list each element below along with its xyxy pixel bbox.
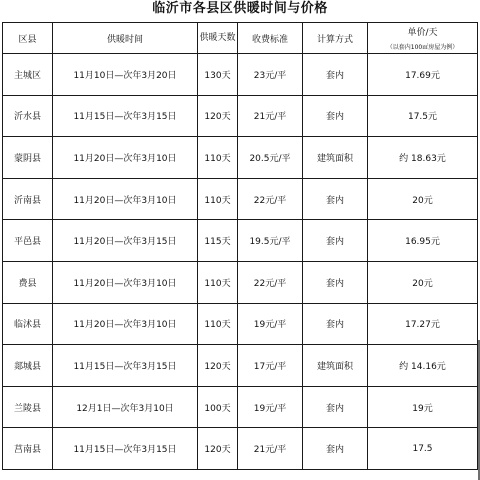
cell-price: 17.69元 [368, 54, 478, 96]
cell-period: 12月1日—次年3月10日 [53, 386, 198, 428]
cell-period: 11月15日—次年3月15日 [53, 428, 198, 470]
cell-period: 11月15日—次年3月15日 [53, 95, 198, 137]
cell-period: 11月20日—次年3月10日 [53, 178, 198, 220]
header-method: 计算方式 [303, 23, 368, 54]
cell-days: 100天 [198, 386, 238, 428]
cell-price: 20元 [368, 261, 478, 303]
cell-days: 110天 [198, 137, 238, 179]
cell-period: 11月20日—次年3月10日 [53, 137, 198, 179]
cell-days: 130天 [198, 54, 238, 96]
cell-days: 110天 [198, 303, 238, 345]
cell-standard: 19元/平 [238, 303, 303, 345]
cell-standard: 21元/平 [238, 95, 303, 137]
header-standard: 收费标准 [238, 23, 303, 54]
cell-days: 110天 [198, 178, 238, 220]
table-row [3, 137, 478, 179]
cell-method: 套内 [303, 220, 368, 262]
table-row [3, 386, 478, 428]
cell-county: 郯城县 [3, 345, 53, 387]
cell-standard: 19元/平 [238, 386, 303, 428]
table-row [3, 95, 478, 137]
cell-county: 主城区 [3, 54, 53, 96]
cell-days: 120天 [198, 95, 238, 137]
cell-days: 120天 [198, 345, 238, 387]
table-row [3, 54, 478, 96]
table-body [3, 54, 478, 470]
cell-period: 11月20日—次年3月15日 [53, 220, 198, 262]
cell-county: 兰陵县 [3, 386, 53, 428]
cell-method: 套内 [303, 428, 368, 470]
cell-method: 套内 [303, 386, 368, 428]
cell-method: 套内 [303, 95, 368, 137]
table-row [3, 345, 478, 387]
header-unit-price-label: 单价/天 [407, 28, 438, 38]
table-row [3, 220, 478, 262]
cell-price: 16.95元 [368, 220, 478, 262]
cell-standard: 22元/平 [238, 178, 303, 220]
cell-county: 临沭县 [3, 303, 53, 345]
cell-county: 莒南县 [3, 428, 53, 470]
cell-method: 套内 [303, 303, 368, 345]
header-unit-price-note: （以套内100㎡房屋为例） [386, 44, 459, 51]
header-unit-price [368, 23, 478, 54]
cell-method: 套内 [303, 178, 368, 220]
table-row [3, 261, 478, 303]
header-days: 供暖天数 [198, 23, 238, 54]
cell-period: 11月20日—次年3月10日 [53, 261, 198, 303]
cell-method: 建筑面积 [303, 345, 368, 387]
cell-standard: 21元/平 [238, 428, 303, 470]
header-county: 区县 [3, 23, 53, 54]
cell-county: 平邑县 [3, 220, 53, 262]
cell-standard: 22元/平 [238, 261, 303, 303]
page-title: 临沂市各县区供暖时间与价格 [152, 1, 328, 16]
cell-county: 沂水县 [3, 95, 53, 137]
cell-days: 110天 [198, 261, 238, 303]
cell-method: 套内 [303, 54, 368, 96]
cell-price: 约 14.16元 [368, 345, 478, 387]
cell-price: 17.5 [368, 428, 478, 470]
cell-period: 11月15日—次年3月15日 [53, 345, 198, 387]
cell-county: 蒙阴县 [3, 137, 53, 179]
cell-standard: 17元/平 [238, 345, 303, 387]
cell-price: 19元 [368, 386, 478, 428]
table-row [3, 428, 478, 470]
cell-method: 建筑面积 [303, 137, 368, 179]
cell-days: 120天 [198, 428, 238, 470]
cell-days: 115天 [198, 220, 238, 262]
cell-period: 11月10日—次年3月20日 [53, 54, 198, 96]
cell-price: 17.27元 [368, 303, 478, 345]
cell-price: 20元 [368, 178, 478, 220]
cell-standard: 20.5元/平 [238, 137, 303, 179]
header-period: 供暖时间 [53, 23, 198, 54]
cell-county: 沂南县 [3, 178, 53, 220]
cell-period: 11月20日—次年3月10日 [53, 303, 198, 345]
cell-price: 17.5元 [368, 95, 478, 137]
cell-standard: 23元/平 [238, 54, 303, 96]
heating-price-table [2, 22, 478, 470]
cell-standard: 19.5元/平 [238, 220, 303, 262]
table-row [3, 178, 478, 220]
cell-price: 约 18.63元 [368, 137, 478, 179]
table-row [3, 303, 478, 345]
cell-county: 费县 [3, 261, 53, 303]
cell-method: 套内 [303, 261, 368, 303]
